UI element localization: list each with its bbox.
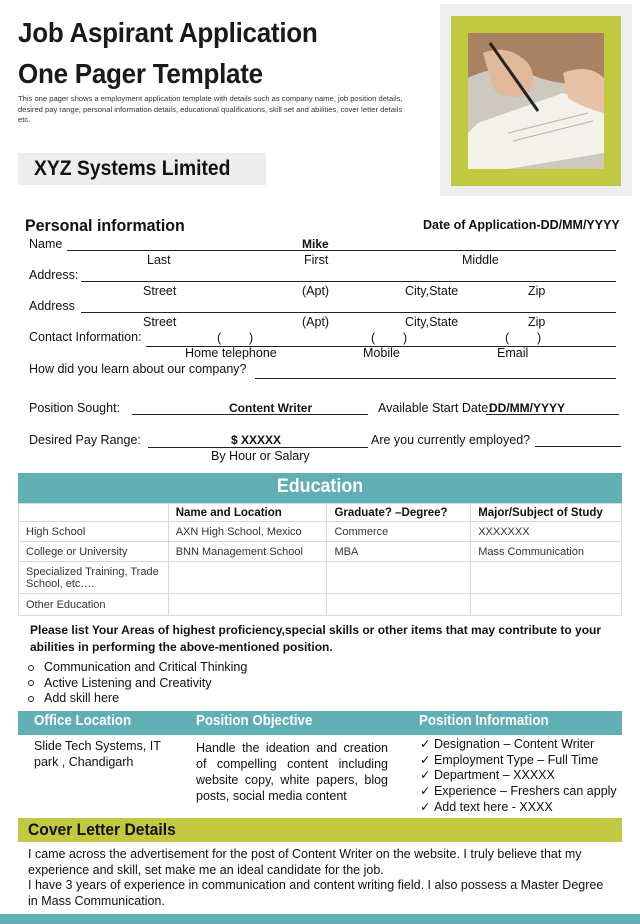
pay-label: Desired Pay Range: xyxy=(29,433,141,447)
home-phone-field[interactable]: ( ) xyxy=(217,331,254,345)
title-line-1: Job Aspirant Application xyxy=(18,17,318,48)
employed-label: Are you currently employed? xyxy=(371,433,531,447)
col-header-major: Major/Subject of Study xyxy=(471,504,622,522)
company-name: XYZ Systems Limited xyxy=(34,157,231,180)
list-item xyxy=(420,753,617,769)
checkmark-icon: ✓ xyxy=(420,768,434,783)
pay-line[interactable] xyxy=(148,447,368,448)
table-row xyxy=(19,562,622,594)
page-description: This one pager shows a employment application template with details such as company name, job position details, desired pay range, personal information details, educational qualifications, skill set and abilities, cover letter details etc. xyxy=(18,94,403,124)
cover-letter-title: Cover Letter Details xyxy=(28,820,176,839)
table-cell[interactable] xyxy=(327,594,471,616)
table-cell[interactable] xyxy=(471,594,622,616)
name-sub-last: Last xyxy=(147,253,171,267)
office-location-title: Office Location xyxy=(34,713,132,729)
bottom-accent-bar xyxy=(0,914,640,924)
mobile-phone-field[interactable]: ( ) xyxy=(371,331,408,345)
list-item xyxy=(420,784,617,800)
col-header-name-location: Name and Location xyxy=(168,504,327,522)
employed-line[interactable] xyxy=(535,446,621,447)
table-cell[interactable]: Commerce xyxy=(327,522,471,542)
office-location-text: Slide Tech Systems, IT park , Chandigarh xyxy=(34,739,161,769)
pay-value: $ XXXXX xyxy=(231,433,282,447)
checkmark-icon: ✓ xyxy=(420,784,434,799)
address2-line[interactable] xyxy=(81,312,616,313)
table-row xyxy=(19,542,622,562)
table-row xyxy=(19,522,622,542)
table-cell[interactable] xyxy=(168,594,327,616)
list-item xyxy=(420,800,617,816)
address1-label: Address: xyxy=(29,268,79,282)
cover-paragraph-1: I came across the advertisement for the post of Content Writer on the website. I truly believe that my experience and skill, set make me an ideal candidate for the job. xyxy=(28,847,582,877)
circle-bullet-icon xyxy=(28,680,34,686)
start-date-value: DD/MM/YYYY xyxy=(489,401,566,415)
checkmark-icon: ✓ xyxy=(420,737,434,751)
cover-letter-body xyxy=(28,847,608,909)
proficiency-prompt: Please list Your Areas of highest proficiency,special skills or other items that may contribute to your abilities in performing the above-mentioned position. xyxy=(30,623,602,654)
table-cell[interactable]: AXN High School, Mexico xyxy=(168,522,327,542)
circle-bullet-icon xyxy=(28,665,34,671)
address2-sub-street: Street xyxy=(143,315,177,329)
table-cell: Other Education xyxy=(19,594,169,616)
writing-hand-photo xyxy=(468,33,604,169)
table-cell: High School xyxy=(19,522,169,542)
list-item xyxy=(420,737,617,753)
contact-sub-home: Home telephone xyxy=(185,346,277,360)
position-objective-title: Position Objective xyxy=(196,713,313,729)
name-sub-first: First xyxy=(304,253,329,267)
name-label: Name xyxy=(29,237,63,251)
address1-sub-apt: (Apt) xyxy=(302,284,330,298)
learn-line[interactable] xyxy=(255,378,616,379)
info-item-text: Designation – Content Writer xyxy=(433,737,595,751)
cover-paragraph-2: I have 3 years of experience in communication and content writing field. I also possess a Master Degree in Mass Communication. xyxy=(28,878,604,908)
pay-sub: By Hour or Salary xyxy=(211,449,310,463)
skills-list xyxy=(28,660,247,707)
position-label: Position Sought: xyxy=(29,401,121,415)
info-item-text: Employment Type – Full Time xyxy=(433,752,599,767)
name-line[interactable] xyxy=(67,250,616,251)
skill-text: Add skill here xyxy=(44,691,120,705)
table-cell[interactable]: BNN Management School xyxy=(168,542,327,562)
table-cell[interactable] xyxy=(471,562,622,594)
skill-text: Active Listening and Creativity xyxy=(44,675,212,690)
address1-line[interactable] xyxy=(81,281,616,282)
table-cell[interactable]: MBA xyxy=(327,542,471,562)
address1-sub-citystate: City,State xyxy=(405,284,459,298)
info-item-text: Experience – Freshers can apply xyxy=(433,784,617,799)
list-item xyxy=(28,691,247,707)
table-cell: Specialized Training, Trade School, etc…. xyxy=(19,562,169,594)
address1-sub-zip: Zip xyxy=(528,284,546,298)
table-cell[interactable] xyxy=(168,562,327,594)
education-header-row xyxy=(19,504,622,522)
list-item xyxy=(28,676,247,692)
col-header-blank xyxy=(19,504,169,522)
list-item xyxy=(28,660,247,676)
position-value: Content Writer xyxy=(229,401,313,415)
contact-sub-email: Email xyxy=(497,346,529,360)
info-item-text: Department – XXXXX xyxy=(433,768,555,783)
address2-sub-apt: (Apt) xyxy=(302,315,330,329)
personal-info-heading: Personal information xyxy=(25,216,185,235)
start-date-label: Available Start Date: xyxy=(378,401,492,415)
address2-sub-citystate: City,State xyxy=(405,315,459,329)
learn-label: How did you learn about our company? xyxy=(29,362,247,376)
table-cell[interactable]: XXXXXXX xyxy=(471,522,622,542)
education-table xyxy=(18,503,622,616)
skill-text: Communication and Critical Thinking xyxy=(44,660,248,674)
contact-sub-mobile: Mobile xyxy=(363,346,400,360)
table-cell[interactable]: Mass Communication xyxy=(471,542,622,562)
date-of-application: Date of Application-DD/MM/YYYY xyxy=(423,218,620,232)
position-info-list xyxy=(420,737,617,816)
table-cell[interactable] xyxy=(327,562,471,594)
col-header-degree: Graduate? –Degree? xyxy=(327,504,471,522)
table-row xyxy=(19,594,622,616)
contact-label: Contact Information: xyxy=(29,330,142,344)
position-information-title: Position Information xyxy=(419,713,549,729)
name-value: Mike xyxy=(302,237,329,251)
address2-label: Address xyxy=(29,299,75,313)
checkmark-icon: ✓ xyxy=(420,799,434,814)
writing-hand-icon xyxy=(468,33,604,169)
circle-bullet-icon xyxy=(28,696,34,702)
page-title xyxy=(18,12,318,94)
table-cell: College or University xyxy=(19,542,169,562)
info-item-text: Add text here - XXXX xyxy=(433,799,553,814)
title-line-2: One Pager Template xyxy=(18,58,263,89)
list-item xyxy=(420,768,617,784)
position-objective-text: Handle the ideation and creation of compelling content including website copy, white papers, blog posts, social media content xyxy=(196,741,388,803)
education-title: Education xyxy=(276,476,364,497)
name-sub-middle: Middle xyxy=(462,253,499,267)
checkmark-icon: ✓ xyxy=(420,752,434,767)
address1-sub-street: Street xyxy=(143,284,177,298)
address2-sub-zip: Zip xyxy=(528,315,546,329)
email-field[interactable]: ( ) xyxy=(505,331,542,345)
